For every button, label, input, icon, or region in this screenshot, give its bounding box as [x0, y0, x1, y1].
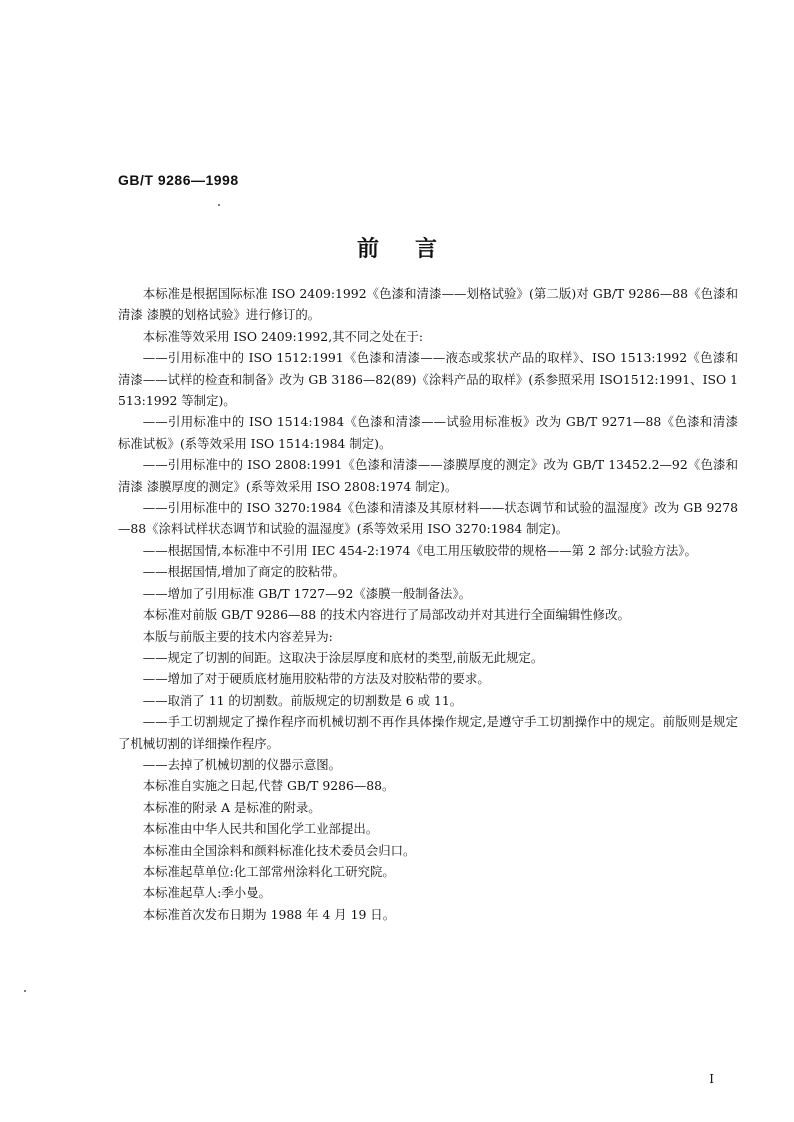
- paragraph: 本标准起草单位:化工部常州涂料化工研究院。: [142, 863, 395, 879]
- page-number: I: [709, 1072, 714, 1086]
- paragraph: ——去掉了机械切割的仪器示意图。: [142, 756, 342, 772]
- scan-speck: [218, 204, 220, 206]
- paragraph: 本标准由全国涂料和颜料标准化技术委员会归口。: [142, 842, 416, 858]
- standard-code: GB/T 9286—1998: [118, 172, 239, 188]
- paragraph: 本标准对前版 GB/T 9286—88 的技术内容进行了局部改动并对其进行全面编辑性修改。: [142, 607, 630, 623]
- paragraph: 本标准由中华人民共和国化学工业部提出。: [142, 821, 379, 837]
- paragraph: ——增加了引用标准 GB/T 1727—92《漆膜一般制备法》。: [142, 585, 472, 601]
- paragraph: ——引用标准中的 ISO 1512:1991《色漆和清漆——液态或浆状产品的取样》、ISO 1513:1992《色漆和清漆——试样的检查和制备》改为 GB 3186—82(89)《涂料产品的取样》(系参照采用 ISO1512:1991、ISO 1513:1992 等制定)。: [118, 350, 738, 409]
- paragraph: ——根据国情,增加了商定的胶粘带。: [142, 564, 345, 580]
- paragraph: ——规定了切割的间距。这取决于涂层厚度和底材的类型,前版无此规定。: [142, 649, 544, 665]
- paragraph: 本标准的附录 A 是标准的附录。: [142, 799, 321, 815]
- paragraph: 本标准起草人:季小曼。: [142, 885, 271, 901]
- paragraph: ——手工切割规定了操作程序而机械切割不再作具体操作规定,是遵守手工切割操作中的规定。前版则是规定了机械切割的详细操作程序。: [118, 714, 738, 751]
- paragraph: 本标准等效采用 ISO 2409:1992,其不同之处在于:: [142, 328, 424, 344]
- paragraph: ——引用标准中的 ISO 1514:1984《色漆和清漆——试验用标准板》改为 GB/T 9271—88《色漆和清漆 标准试板》(系等效采用 ISO 1514:1984 制定)。: [118, 414, 738, 451]
- foreword-body: [118, 283, 738, 925]
- paragraph: 本版与前版主要的技术内容差异为:: [142, 628, 333, 644]
- paragraph: 本标准自实施之日起,代替 GB/T 9286—88。: [142, 778, 395, 794]
- paragraph: ——取消了 11 的切割数。前版规定的切割数是 6 或 11。: [142, 692, 463, 708]
- scan-speck: [24, 990, 26, 992]
- paragraph: ——引用标准中的 ISO 3270:1984《色漆和清漆及其原材料——状态调节和试验的温湿度》改为 GB 9278—88《涂料试样状态调节和试验的温湿度》(系等效采用 ISO 3270:1984 制定)。: [118, 500, 738, 537]
- paragraph: 本标准是根据国际标准 ISO 2409:1992《色漆和清漆——划格试验》(第二版)对 GB/T 9286—88《色漆和清漆 漆膜的划格试验》进行修订的。: [118, 286, 738, 323]
- paragraph: ——根据国情,本标准中不引用 IEC 454-2:1974《电工用压敏胶带的规格——第 2 部分:试验方法》。: [142, 542, 697, 558]
- paragraph: 本标准首次发布日期为 1988 年 4 月 19 日。: [142, 906, 396, 922]
- paragraph: ——增加了对于硬质底材施用胶粘带的方法及对胶粘带的要求。: [142, 671, 490, 687]
- page-title: 前言: [356, 236, 473, 262]
- paragraph: ——引用标准中的 ISO 2808:1991《色漆和清漆——漆膜厚度的测定》改为 GB/T 13452.2—92《色漆和清漆 漆膜厚度的测定》(系等效采用 ISO 2808:1974 制定)。: [118, 457, 738, 494]
